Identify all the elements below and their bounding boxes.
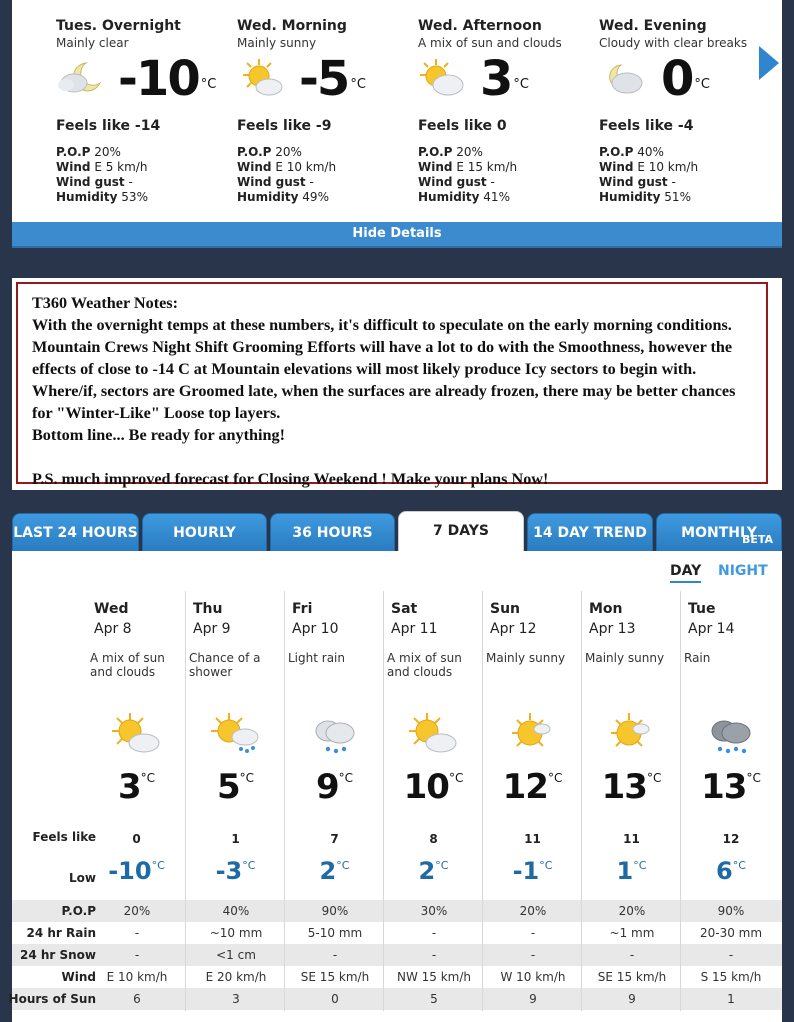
day-pop: 90%	[717, 904, 745, 918]
day-temperature: $12^{^\circ C}$	[502, 767, 563, 807]
day-column-thu	[187, 591, 285, 1011]
day-pop: 90%	[321, 904, 349, 918]
day-name: Mon	[589, 601, 623, 617]
notes-body: With the overnight temps at these numbers, it's difficult to speculate on the early morning conditions. Mountain Crews Night Shift Grooming Efforts will have a lot to do with the Smoothness, however the effects of close to -14 C at Mountain elevations will most likely produce Icy sectors to begin with. Where/if, sectors are Groomed late, when the surfaces are already frozen, there may be better chances for "Winter-Like" Loose top layers.	[32, 316, 736, 422]
day-low: $1^{^\circ C}$	[616, 857, 647, 885]
weather-notes-panel	[12, 278, 782, 490]
day-feels-like: 8	[429, 832, 438, 846]
notes-bottom-line: Bottom line... Be ready for anything!	[32, 426, 286, 444]
day-hours-of-sun: 0	[331, 992, 339, 1006]
period-feels-like: Feels like -9	[237, 118, 332, 134]
day-condition: A mix of sun and clouds	[387, 651, 462, 679]
day-feels-like: 0	[132, 832, 141, 846]
day-temperature: $5^{^\circ C}$	[216, 767, 255, 807]
sun-cloud-icon	[108, 711, 164, 759]
day-feels-like: 11	[524, 832, 541, 846]
day-rain: 5-10 mm	[307, 926, 363, 940]
day-condition: Rain	[684, 651, 711, 665]
period-wed-evening	[599, 18, 779, 205]
tab-last-24-hours[interactable]: LAST 24 HOURS	[12, 513, 139, 551]
day-name: Sat	[391, 601, 418, 617]
day-hours-of-sun: 3	[232, 992, 240, 1006]
day-snow: -	[629, 948, 635, 962]
day-snow: -	[431, 948, 437, 962]
beta-badge: BETA	[741, 533, 773, 546]
day-snow: <1 cm	[216, 948, 256, 962]
sun-cloud-rain-icon	[207, 711, 263, 759]
day-name: Wed	[94, 601, 129, 617]
day-rain: -	[530, 926, 536, 940]
tab-7-days[interactable]: 7 DAYS	[398, 511, 524, 551]
day-name: Sun	[490, 601, 521, 617]
moon-cloud-icon	[599, 57, 649, 101]
period-temperature: -10 $^{^\circ C}$	[118, 51, 217, 107]
day-hours-of-sun: 6	[133, 992, 141, 1006]
day-snow: -	[728, 948, 734, 962]
sun-small-cloud-icon	[504, 711, 560, 759]
day-condition: Mainly sunny	[486, 651, 566, 665]
sun-cloud-icon	[405, 711, 461, 759]
day-temperature: $13^{^\circ C}$	[701, 767, 761, 807]
day-feels-like: 7	[330, 832, 339, 846]
day-name: Thu	[193, 601, 223, 617]
weather-notes-box	[16, 282, 768, 488]
day-feels-like: 11	[623, 832, 640, 846]
sun-cloud-icon	[237, 57, 287, 101]
day-temperature: $9^{^\circ C}$	[315, 767, 354, 807]
day-temperature: $3^{^\circ C}$	[117, 767, 156, 807]
day-feels-like: 12	[722, 832, 740, 846]
period-temperature: 0 $^{^\circ C}$	[661, 51, 710, 107]
tab-hourly[interactable]: HOURLY	[142, 513, 267, 551]
day-date: Apr 13	[589, 621, 636, 637]
day-date: Apr 12	[490, 621, 537, 637]
day-low: $-1^{^\circ C}$	[512, 857, 553, 885]
day-column-tue	[682, 591, 780, 1011]
day-low: $6^{^\circ C}$	[716, 857, 746, 885]
day-date: Apr 8	[94, 621, 132, 637]
day-low: $2^{^\circ C}$	[418, 857, 449, 885]
day-rain: 20-30 mm	[699, 926, 763, 940]
day-rain: -	[134, 926, 140, 940]
label-feels-like: Feels like	[32, 830, 96, 844]
day-condition: A mix of sun and clouds	[90, 651, 165, 679]
day-date: Apr 10	[292, 621, 339, 637]
day-rain: -	[431, 926, 437, 940]
label-pop: P.O.P	[61, 904, 96, 918]
day-date: Apr 14	[688, 621, 735, 637]
label-wind: Wind	[61, 970, 96, 984]
period-feels-like: Feels like -14	[56, 118, 161, 134]
day-low: $-10^{^\circ C}$	[108, 857, 165, 885]
period-details: P.O.P 40% Wind E 10 km/h Wind gust - Humidity 51%	[599, 145, 699, 204]
period-title: Wed. Morning	[237, 18, 347, 34]
tab-monthly[interactable]	[656, 513, 782, 551]
label-24hr-rain: 24 hr Rain	[26, 926, 96, 940]
day-pop: 30%	[420, 904, 448, 918]
day-snow: -	[134, 948, 140, 962]
next-periods-arrow-icon[interactable]	[759, 46, 779, 80]
period-details: P.O.P 20% Wind E 10 km/h Wind gust - Humidity 49%	[237, 145, 337, 204]
day-wind: W 10 km/h	[500, 970, 566, 984]
toggle-night[interactable]: NIGHT	[718, 563, 768, 579]
day-date: Apr 9	[193, 621, 231, 637]
period-details: P.O.P 20% Wind E 5 km/h Wind gust - Humidity 53%	[56, 145, 148, 204]
day-pop: 20%	[618, 904, 646, 918]
day-condition: Light rain	[288, 651, 345, 665]
day-low: $-3^{^\circ C}$	[215, 857, 256, 885]
day-pop: 40%	[222, 904, 250, 918]
period-condition: Mainly sunny	[237, 36, 317, 50]
day-column-mon	[583, 591, 681, 1011]
day-rain: ~1 mm	[609, 926, 655, 940]
sun-small-cloud-icon	[603, 711, 659, 759]
day-wind: E 10 km/h	[106, 970, 168, 984]
period-details: P.O.P 20% Wind E 15 km/h Wind gust - Humidity 41%	[418, 145, 518, 204]
day-wind: SE 15 km/h	[300, 970, 370, 984]
period-title: Wed. Afternoon	[418, 18, 542, 34]
day-low: $2^{^\circ C}$	[319, 857, 350, 885]
day-snow: -	[332, 948, 338, 962]
cloud-rain-icon	[306, 711, 362, 759]
day-column-wed	[88, 591, 186, 1011]
forecast-tabs	[12, 513, 782, 551]
day-column-sun	[484, 591, 582, 1011]
period-wed-morning	[237, 18, 417, 205]
day-hours-of-sun: 5	[430, 992, 438, 1006]
day-name: Fri	[292, 601, 313, 617]
day-wind: SE 15 km/h	[597, 970, 667, 984]
day-hours-of-sun: 9	[628, 992, 636, 1006]
day-pop: 20%	[519, 904, 547, 918]
day-temperature: $13^{^\circ C}$	[601, 767, 662, 807]
dark-cloud-rain-icon	[702, 711, 758, 759]
tab-monthly-label: MONTHLY	[681, 525, 757, 541]
period-forecast-card	[12, 0, 782, 222]
day-rain: ~10 mm	[209, 926, 263, 940]
period-title: Wed. Evening	[599, 18, 707, 34]
day-column-fri	[286, 591, 384, 1011]
day-wind: S 15 km/h	[700, 970, 762, 984]
period-tues-overnight	[56, 18, 236, 205]
day-pop: 20%	[123, 904, 151, 918]
day-column-sat	[385, 591, 483, 1011]
period-title: Tues. Overnight	[56, 18, 181, 34]
period-condition: Cloudy with clear breaks	[599, 36, 748, 50]
day-date: Apr 11	[391, 621, 438, 637]
period-temperature: -5 $^{^\circ C}$	[299, 51, 366, 107]
notes-ps: P.S. much improved forecast for Closing Weekend ! Make your plans Now!	[32, 470, 549, 488]
seven-day-forecast	[8, 551, 782, 1022]
day-temperature: $10^{^\circ C}$	[403, 767, 464, 807]
label-hours-of-sun: Hours of Sun	[8, 992, 96, 1006]
period-wed-afternoon	[418, 18, 598, 205]
label-24hr-snow: 24 hr Snow	[19, 948, 96, 962]
period-feels-like: Feels like -4	[599, 118, 694, 134]
hide-details-button[interactable]: Hide Details	[12, 222, 782, 248]
moon-cloud-icon	[56, 57, 106, 101]
day-hours-of-sun: 1	[727, 992, 735, 1006]
day-feels-like: 1	[231, 832, 240, 846]
tab-14-day-trend[interactable]: 14 DAY TREND	[527, 513, 653, 551]
sun-cloud-icon	[418, 57, 468, 101]
period-feels-like: Feels like 0	[418, 118, 507, 134]
period-condition: Mainly clear	[56, 36, 129, 50]
day-wind: E 20 km/h	[205, 970, 267, 984]
period-condition: A mix of sun and clouds	[418, 36, 562, 50]
day-condition: Mainly sunny	[585, 651, 665, 665]
day-hours-of-sun: 9	[529, 992, 537, 1006]
day-wind: NW 15 km/h	[396, 970, 472, 984]
tab-36-hours[interactable]: 36 HOURS	[270, 513, 395, 551]
day-name: Tue	[688, 601, 716, 617]
notes-title: T360 Weather Notes:	[32, 294, 178, 312]
toggle-day[interactable]: DAY	[670, 563, 701, 583]
day-snow: -	[530, 948, 536, 962]
label-low: Low	[69, 871, 96, 885]
period-temperature: 3 $^{^\circ C}$	[480, 51, 529, 107]
day-condition: Chance of a shower	[189, 651, 261, 679]
